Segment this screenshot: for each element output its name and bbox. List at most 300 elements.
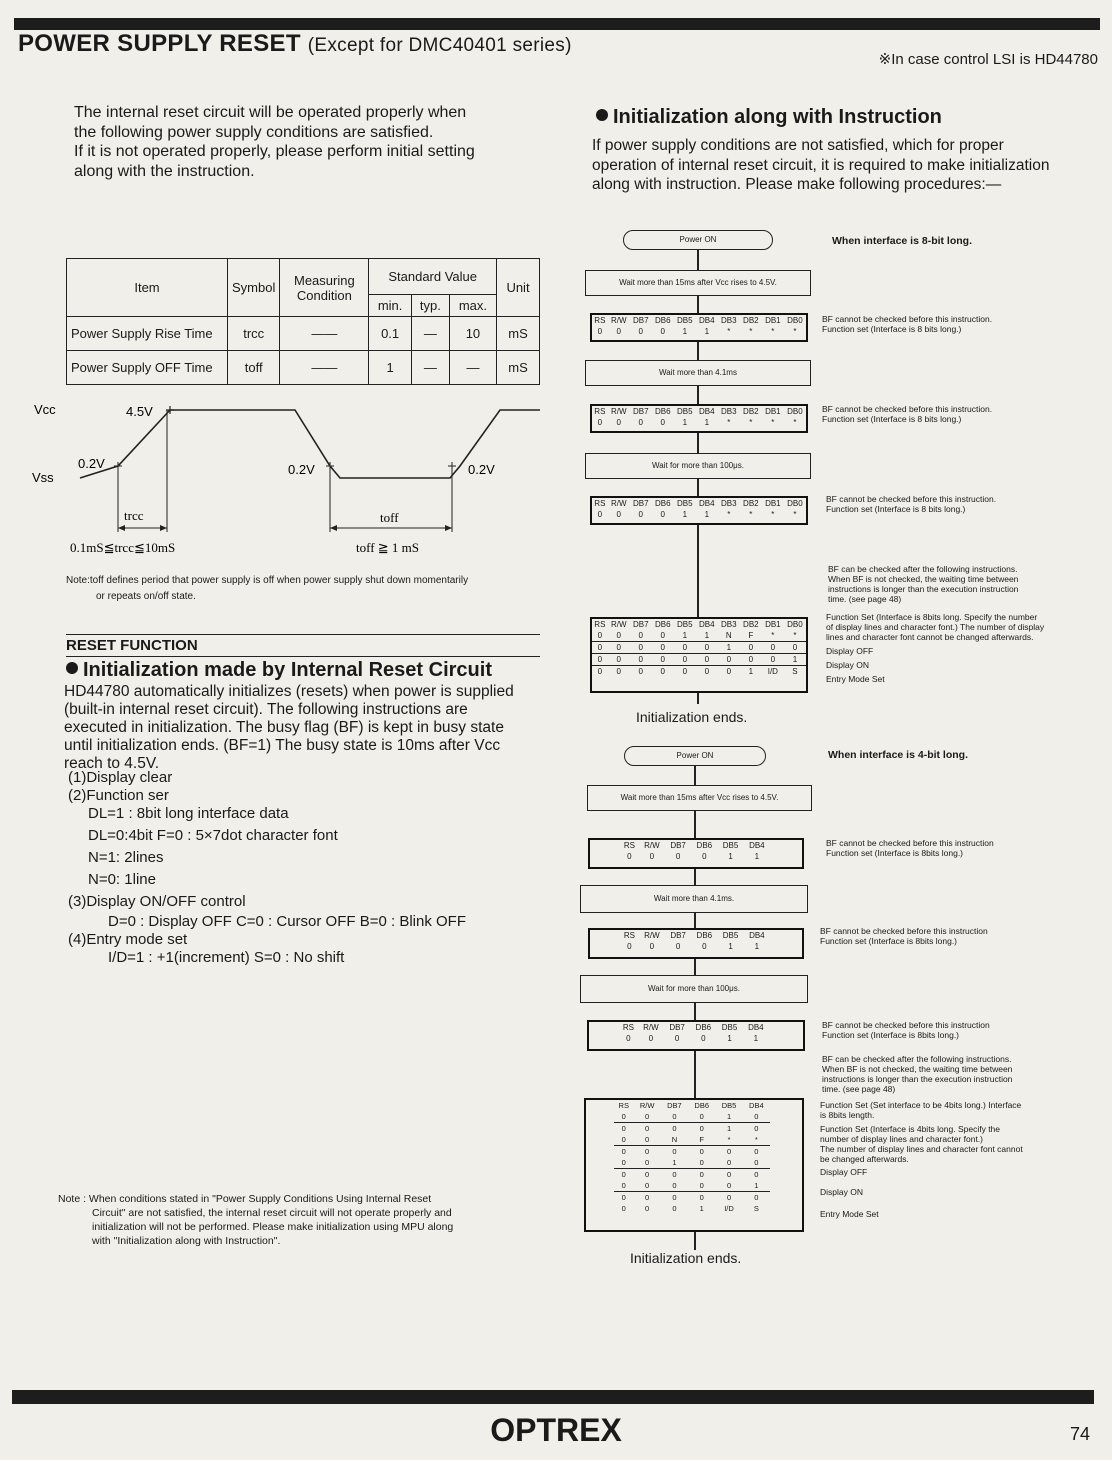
note-line: Entry Mode Set [820,1209,879,1219]
table-row [614,1169,770,1181]
reg-cell: * [749,327,753,336]
reg-cell: 0 [754,1112,759,1121]
internal-reset-body [64,683,544,773]
reg-header-cell: DB2 [743,620,759,629]
body-line: HD44780 automatically initializes (resets) when power is supplied [64,683,514,700]
reg-cell: 1 [754,1181,759,1190]
reg-header-cell: DB3 [721,316,737,325]
reg-header-cell: DB7 [632,620,649,629]
bullet-icon [66,662,78,674]
cell-typ: — [411,351,449,385]
reg-cell: 0 [597,327,603,336]
label-trcc-range: 0.1mS≦trcc≦10mS [70,540,176,555]
flow8-wait-4ms: Wait more than 4.1ms [585,360,811,386]
reg-cell: 0 [616,510,621,519]
reg-cell: 1 [704,631,710,640]
reg-header-cell: DB5 [677,316,693,325]
reg-cell: 0 [784,642,806,654]
reg-cell: 0 [740,654,762,666]
reg-cell: 0 [614,1146,633,1158]
reg-cell: 0 [633,1123,660,1135]
reg-cell: 1 [754,942,760,951]
reg-cell: 0 [675,942,681,951]
reg-cell: 0 [715,1146,742,1158]
flow8-function-set-2 [590,404,808,433]
reg-header-cell: DB5 [721,1101,737,1110]
bottom-rule [12,1390,1094,1404]
reg-cell: 0 [743,1192,770,1204]
reg-cell: 0 [638,418,643,427]
reg-cell: S [784,666,806,678]
reg-header-cell: DB6 [654,407,671,416]
reg-cell: 0 [616,418,621,427]
reg-cell: 0 [660,418,665,427]
reg-cell: * [754,1135,758,1144]
flow8-wait-15ms: Wait more than 15ms after Vcc rises to 4.5V. [585,270,811,296]
reg-header-cell: R/W [639,1101,655,1110]
reg-cell: 0 [696,654,718,666]
table-row [592,630,806,642]
flow8-label: When interface is 8-bit long. [832,235,973,247]
reg-cell: F [699,1135,705,1144]
col-header-unit: Unit [497,259,540,317]
reg-cell: F [748,631,754,640]
flow8-bf-note-1 [822,314,992,334]
cell-item: Power Supply OFF Time [67,351,228,385]
reg-cell: 0 [762,642,784,654]
reg-cell: 0 [740,642,762,654]
reg-header-cell: DB0 [787,407,803,416]
reg-cell: * [793,327,797,336]
cell-condition: —— [280,317,369,351]
register-table [620,930,770,952]
note-line: BF cannot be checked before this instruction [822,1020,990,1030]
reg-cell: 0 [688,1123,715,1135]
label-vcc: Vcc [34,402,56,417]
page-title [18,30,572,58]
reg-cell: 0 [621,1135,626,1144]
table-row [614,1203,770,1214]
reg-cell: 0 [621,1112,626,1121]
col-header-symbol: Symbol [228,259,280,317]
reg-cell: 0 [645,1135,650,1144]
reg-cell: 1 [682,510,688,519]
note-line: of display lines and character font.) The number of display [826,622,1045,632]
bottom-note-line: initialization will not be performed. Please make initialization using MPU along [92,1221,454,1233]
register-table [619,1022,769,1044]
list-item: (2)Function ser [68,787,169,804]
note-line: Function set (Interface is 8 bits long.) [822,414,962,424]
col-header-max: max. [449,295,496,317]
flow4-power-on: Power ON [624,746,766,766]
reg-cell: 0 [696,642,718,654]
power-supply-spec-table [66,258,540,385]
label-0-2v-fall: 0.2V [288,462,315,477]
reg-cell: 0 [743,1123,770,1135]
reg-cell: * [771,631,775,640]
reg-header-cell: RS [622,1023,634,1032]
col-header-item: Item [67,259,228,317]
reg-cell: 0 [621,1181,626,1190]
reg-cell: * [749,418,753,427]
reg-header-cell: DB6 [654,316,671,325]
reg-header-cell: RS [594,407,606,416]
reg-cell: 1 [704,327,710,336]
reg-header-cell: R/W [610,316,627,325]
reg-cell: 0 [743,1146,770,1158]
body-line: executed in initialization. The busy flag (BF) is kept in busy state [64,719,504,736]
title-subtitle: (Except for DMC40401 series) [307,35,572,56]
note-line: BF cannot be checked before this instruction. [822,314,993,324]
list-item: DL=1 : 8bit long interface data [88,805,289,822]
reg-header-cell: DB5 [677,499,693,508]
reg-cell: 0 [652,654,674,666]
bottom-note-line: Note : When conditions stated in "Power Supply Conditions Using Internal Reset [58,1193,432,1205]
reg-cell: 1 [728,942,733,951]
reg-cell: * [793,418,797,427]
note-line: time. (see page 48) [828,594,902,604]
toff-note-line: or repeats on/off state. [96,591,196,602]
reg-header-cell: RS [623,931,635,940]
note-line: BF cannot be checked before this instruction [820,926,988,936]
reg-cell: I/D [762,666,784,678]
reg-cell: 0 [649,942,655,951]
reg-header-cell: R/W [644,841,660,850]
flow8-function-set-1 [590,313,808,342]
register-table [614,1100,770,1214]
reg-cell: 0 [608,654,630,666]
reg-cell: 0 [672,1204,677,1213]
reg-header-cell: R/W [644,931,660,940]
reg-cell: * [727,327,731,336]
reg-header-cell: RS [594,499,606,508]
reg-header-cell: DB0 [787,620,803,629]
power-waveform-diagram [30,396,550,566]
reg-cell: 0 [614,1169,633,1181]
reg-cell: 0 [630,666,652,678]
reg-header-cell: DB0 [787,316,803,325]
reg-cell: 0 [608,666,630,678]
label-toff-range: toff ≧ 1 mS [356,540,420,555]
note-line: BF cannot be checked before this instruction. [826,494,997,504]
toff-note [66,573,468,605]
intro-paragraph [74,103,554,181]
register-table [592,315,806,337]
reg-cell: 0 [715,1192,742,1204]
note-line: Display OFF [826,646,874,656]
reg-header-cell: DB1 [765,316,781,325]
flow4-function-set-2 [588,928,804,959]
reg-header-cell: DB3 [721,620,737,629]
reg-cell: 1 [715,1123,742,1135]
reg-cell: 0 [645,1112,650,1121]
reg-cell: 1 [704,510,710,519]
reg-header-cell: DB6 [654,499,671,508]
reg-cell: * [749,510,753,519]
reg-header-cell: RS [618,1101,629,1110]
list-item: D=0 : Display OFF C=0 : Cursor OFF B=0 : Blink OFF [108,913,467,930]
reg-cell: 1 [704,418,710,427]
reg-cell: 0 [621,1158,626,1167]
reg-cell: 0 [718,654,740,666]
cell-typ: — [411,317,449,351]
reg-header-cell: DB5 [722,841,739,850]
reg-header-cell: DB3 [721,407,737,416]
table-row [614,1157,770,1169]
reg-cell: 0 [660,510,665,519]
reg-header-cell: DB4 [699,620,715,629]
cell-unit: mS [497,351,540,385]
note-line: BF cannot be checked before this instruction. [822,404,993,414]
flow8-bf-can-note [828,564,1018,604]
reg-cell: 0 [762,654,784,666]
reg-cell: * [793,510,797,519]
table-row [592,654,806,666]
flow4-function-set-3 [587,1020,805,1051]
table-row [592,642,806,654]
flow4-function-set-1 [588,838,804,869]
reg-cell: * [771,510,775,519]
flow4-wait-100us: Wait for more than 100μs. [580,975,808,1003]
reg-header-cell: DB7 [670,931,686,940]
intro-line: The internal reset circuit will be operated properly when [74,104,467,121]
reg-cell: 0 [672,1112,677,1121]
reg-cell: 0 [701,1034,706,1043]
page-number: 74 [1069,1424,1090,1444]
flow8-sequence-notes [826,612,1044,684]
reg-cell: 0 [652,666,674,678]
reg-cell: 0 [661,1146,688,1158]
reg-cell: 0 [674,642,696,654]
col-header-standard: Standard Value [369,259,497,295]
reg-cell: 0 [652,642,674,654]
list-item: I/D=1 : +1(increment) S=0 : No shift [108,949,345,966]
reg-cell: 0 [645,1204,650,1213]
note-line: BF cannot be checked before this instruction [826,838,994,848]
reg-cell: 0 [592,642,608,654]
flow4-init-sequence [584,1098,804,1232]
reg-header-cell: DB4 [699,499,715,508]
col-header-min: min. [369,295,412,317]
reg-header-cell: DB4 [748,1023,764,1032]
reg-cell: N [671,1135,678,1144]
title-main: POWER SUPPLY RESET [18,30,301,57]
reg-header-cell: DB7 [632,407,649,416]
reg-cell: 0 [616,327,621,336]
reg-cell: 0 [645,1181,650,1190]
reg-header-cell: DB4 [699,407,715,416]
reg-cell: 0 [672,1181,677,1190]
reg-cell: * [727,1135,731,1144]
reg-cell: 0 [715,1169,742,1181]
reg-cell: 0 [674,1034,680,1043]
reg-cell: 0 [597,418,603,427]
note-line: Function set (Interface is 8 bits long.) [826,504,966,514]
register-table [592,498,806,520]
note-line: Function set (Interface is 8 bits long.) [822,324,962,334]
instruction-init-body [592,136,1092,195]
list-item: N=0: 1line [88,871,156,888]
cell-condition: —— [280,351,369,385]
list-item: DL=0:4bit F=0 : 5×7dot character font [88,827,338,844]
reg-header-cell: DB4 [749,1101,764,1110]
bottom-note [58,1192,453,1248]
reg-cell: 0 [754,1158,759,1167]
reg-header-cell: DB1 [765,407,781,416]
reg-cell: S [753,1204,759,1213]
reg-header-cell: RS [594,316,606,325]
note-line: The number of display lines and character font cannot [820,1144,1023,1154]
cell-symbol: toff [228,351,280,385]
reg-cell: 0 [726,1181,732,1190]
note-line: instructions is longer than the execution instruction [822,1074,1013,1084]
bullet-icon [596,109,608,121]
note-line: Display ON [826,660,869,670]
reg-cell: 0 [597,631,603,640]
reg-header-cell: DB1 [765,620,781,629]
reg-header-cell: RS [623,841,635,850]
body-line: along with instruction. Please make following procedures:— [592,176,1002,193]
register-table [620,840,770,862]
reg-cell: 1 [728,852,733,861]
body-line: (built-in internal reset circuit). The following instructions are [64,701,468,718]
instruction-init-heading-text: Initialization along with Instruction [613,106,942,128]
body-line: operation of internal reset circuit, it is required to make initialization [592,156,1050,174]
reg-cell: 0 [608,642,630,654]
flow4-bf-can-note [822,1054,1012,1094]
reg-cell: 0 [696,666,718,678]
reg-header-cell: DB6 [654,620,671,629]
register-table [592,406,806,428]
table-row [614,1111,770,1123]
reg-cell: 0 [630,642,652,654]
reg-cell: 0 [661,1192,688,1204]
reg-header-cell: RS [594,620,606,629]
flow4-wait-4ms: Wait more than 4.1ms. [580,885,808,913]
reg-header-cell: DB7 [667,1101,682,1110]
flow4-sequence-notes [820,1100,1023,1219]
flow4-bf-note-3 [822,1020,990,1040]
reg-cell: 1 [682,631,688,640]
instruction-init-heading [596,106,942,129]
reg-cell: 0 [661,1123,688,1135]
reg-cell: 0 [633,1169,660,1181]
reg-header-cell: DB7 [669,1023,685,1032]
reg-cell: 0 [661,1169,688,1181]
note-line: is 8bits length. [820,1110,875,1120]
note-line: instructions is longer than the execution instruction [828,584,1019,594]
reg-cell: 0 [626,1034,631,1043]
reg-cell: 1 [699,1204,704,1213]
flow8-bf-note-2 [822,404,992,424]
note-line: When BF is not checked, the waiting time between [828,574,1019,584]
label-4-5v: 4.5V [126,404,153,419]
reg-cell: 1 [784,654,806,666]
reg-cell: 0 [674,654,696,666]
note-line: Function set (Interface is 8bits long.) [826,848,964,858]
reg-header-cell: DB4 [699,316,715,325]
reg-cell: 0 [592,654,608,666]
reg-header-cell: DB6 [695,1023,712,1032]
reg-cell: 0 [675,852,681,861]
reg-cell: 1 [753,1034,759,1043]
reg-header-cell: DB5 [677,407,693,416]
reg-cell: * [727,510,731,519]
intro-line: If it is not operated properly, please perform initial setting [74,143,475,160]
reg-header-cell: DB1 [765,499,781,508]
flow8-power-on: Power ON [623,230,773,250]
note-line: Display ON [820,1187,863,1197]
reg-header-cell: DB6 [696,841,713,850]
reg-cell: N [725,631,732,640]
reg-header-cell: DB2 [743,407,759,416]
intro-line: the following power supply conditions are satisfied. [74,123,434,141]
col-header-typ: typ. [411,295,449,317]
table-row [614,1146,770,1158]
reg-cell: 0 [688,1146,715,1158]
reg-header-cell: DB7 [670,841,686,850]
reg-cell: 0 [674,666,696,678]
reg-cell: 0 [702,852,707,861]
reg-header-cell: DB4 [749,931,765,940]
reg-header-cell: R/W [643,1023,659,1032]
note-line: Function Set (Interface is 8bits long. Specify the number [826,612,1038,622]
reg-cell: 0 [627,942,632,951]
reg-cell: 0 [627,852,632,861]
reg-cell: 1 [672,1158,677,1167]
note-line: Function Set (Interface is 4bits long. Specify the [820,1124,1001,1134]
reg-header-cell: R/W [610,499,627,508]
reg-cell: 0 [645,1158,650,1167]
label-trcc: trcc [124,508,144,523]
reg-cell: 0 [638,631,643,640]
reg-cell: 0 [718,666,740,678]
list-item: N=1: 2lines [88,849,164,866]
reg-cell: 0 [688,1169,715,1181]
intro-line: along with the instruction. [74,162,255,180]
reg-header-cell: DB5 [722,931,739,940]
reg-cell: * [771,327,775,336]
reg-cell: 0 [638,510,643,519]
reg-cell: 1 [682,418,688,427]
label-0-2v-rise: 0.2V [78,456,105,471]
reg-cell: * [793,631,797,640]
reg-header-cell: DB4 [749,841,765,850]
reg-header-cell: R/W [610,407,627,416]
reg-header-cell: DB5 [721,1023,738,1032]
table-row [67,317,540,351]
reg-cell: 0 [614,1123,633,1135]
table-row [614,1123,770,1135]
reg-header-cell: DB7 [632,316,649,325]
reg-cell: 0 [699,1112,704,1121]
note-line: lines and character font cannot be changed afterwards. [826,632,1034,642]
reg-header-cell: DB3 [721,499,737,508]
cell-symbol: trcc [228,317,280,351]
reg-header-cell: DB2 [743,499,759,508]
reg-cell: 0 [614,1192,633,1204]
table-row [614,1134,770,1146]
internal-reset-heading-text: Initialization made by Internal Reset Circuit [83,659,492,681]
reg-header-cell: DB6 [696,931,713,940]
reg-header-cell: DB2 [743,316,759,325]
body-line: until initialization ends. (BF=1) The busy state is 10ms after Vcc [64,737,501,754]
reg-cell: 0 [726,1158,732,1167]
bottom-note-line: with "Initialization along with Instruction". [92,1235,281,1247]
note-line: Function Set (Set interface to be 4bits long.) Interface [820,1100,1022,1110]
top-rule [14,18,1100,30]
flow4-bf-note-2 [820,926,988,946]
